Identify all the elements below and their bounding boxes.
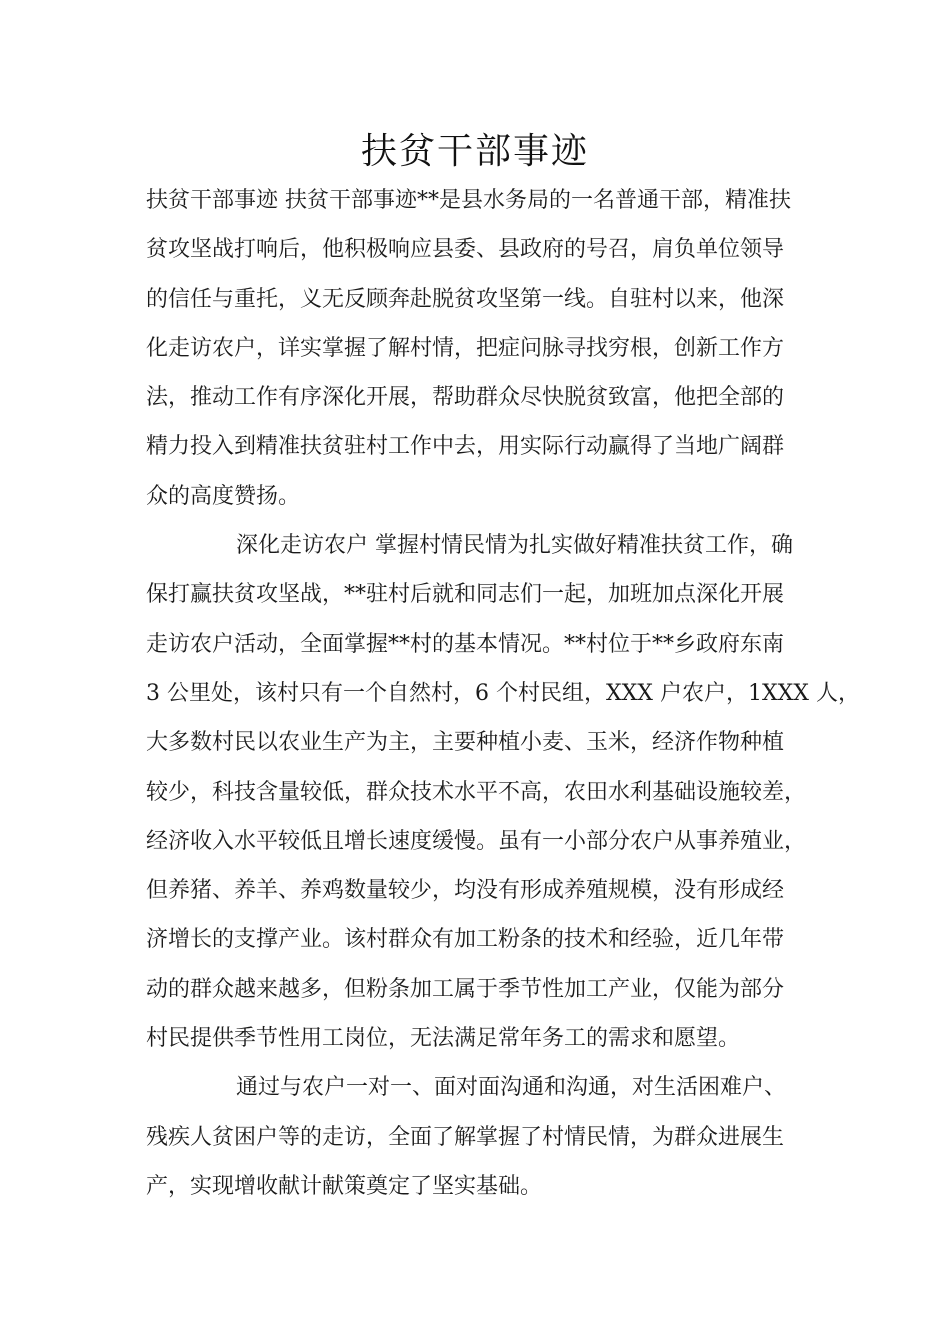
paragraph-line: 残疾人贫困户等的走访，全面了解掌握了村情民情，为群众进展生 bbox=[146, 1124, 785, 1150]
document-title: 扶贫干部事迹 bbox=[360, 131, 589, 172]
paragraph-line: 走访农户活动，全面掌握**村的基本情况。**村位于**乡政府东南 bbox=[146, 631, 785, 657]
paragraph-line: 的信任与重托，义无反顾奔赴脱贫攻坚第一线。自驻村以来，他深 bbox=[146, 286, 785, 312]
paragraph-line: 但养猪、养羊、养鸡数量较少，均没有形成养殖规模，没有形成经 bbox=[146, 878, 785, 904]
paragraph bbox=[146, 176, 836, 521]
paragraph-line: 3 公里处，该村只有一个自然村，6 个村民组，XXX 户农户，1XXX 人， bbox=[146, 680, 860, 706]
paragraph-line: 众的高度赞扬。 bbox=[146, 483, 301, 509]
paragraph-line: 济增长的支撑产业。该村群众有加工粉条的技术和经验，近几年带 bbox=[146, 927, 785, 953]
paragraph-line: 通过与农户一对一、面对面沟通和沟通，对生活困难户、 bbox=[236, 1075, 787, 1101]
paragraph-line: 法，推动工作有序深化开展，帮助群众尽快脱贫致富，他把全部的 bbox=[146, 385, 785, 411]
paragraph-line: 村民提供季节性用工岗位，无法满足常年务工的需求和愿望。 bbox=[146, 1026, 741, 1052]
paragraph bbox=[146, 521, 860, 1063]
paragraph-line: 大多数村民以农业生产为主，主要种植小麦、玉米，经济作物种植 bbox=[146, 730, 785, 756]
paragraph-line: 产，实现增收献计献策奠定了坚实基础。 bbox=[146, 1173, 543, 1199]
document-body bbox=[146, 176, 860, 1211]
paragraph-line: 保打赢扶贫攻坚战，**驻村后就和同志们一起，加班加点深化开展 bbox=[146, 582, 785, 608]
paragraph-line: 动的群众越来越多，但粉条加工属于季节性加工产业，仅能为部分 bbox=[146, 976, 785, 1002]
paragraph-line: 较少，科技含量较低，群众技术水平不高，农田水利基础设施较差， bbox=[146, 779, 807, 805]
paragraph-line: 化走访农户，详实掌握了解村情，把症问脉寻找穷根，创新工作方 bbox=[146, 335, 785, 361]
paragraph-line: 扶贫干部事迹 扶贫干部事迹**是县水务局的一名普通干部，精准扶 bbox=[146, 188, 791, 213]
paragraph bbox=[146, 1063, 836, 1211]
paragraph-line: 精力投入到精准扶贫驻村工作中去，用实际行动赢得了当地广阔群 bbox=[146, 434, 785, 460]
paragraph-line: 深化走访农户 掌握村情民情为扎实做好精准扶贫工作，确 bbox=[236, 533, 793, 559]
paragraph-line: 经济收入水平较低且增长速度缓慢。虽有一小部分农户从事养殖业， bbox=[146, 828, 807, 854]
paragraph-line: 贫攻坚战打响后，他积极响应县委、县政府的号召，肩负单位领导 bbox=[146, 237, 785, 263]
